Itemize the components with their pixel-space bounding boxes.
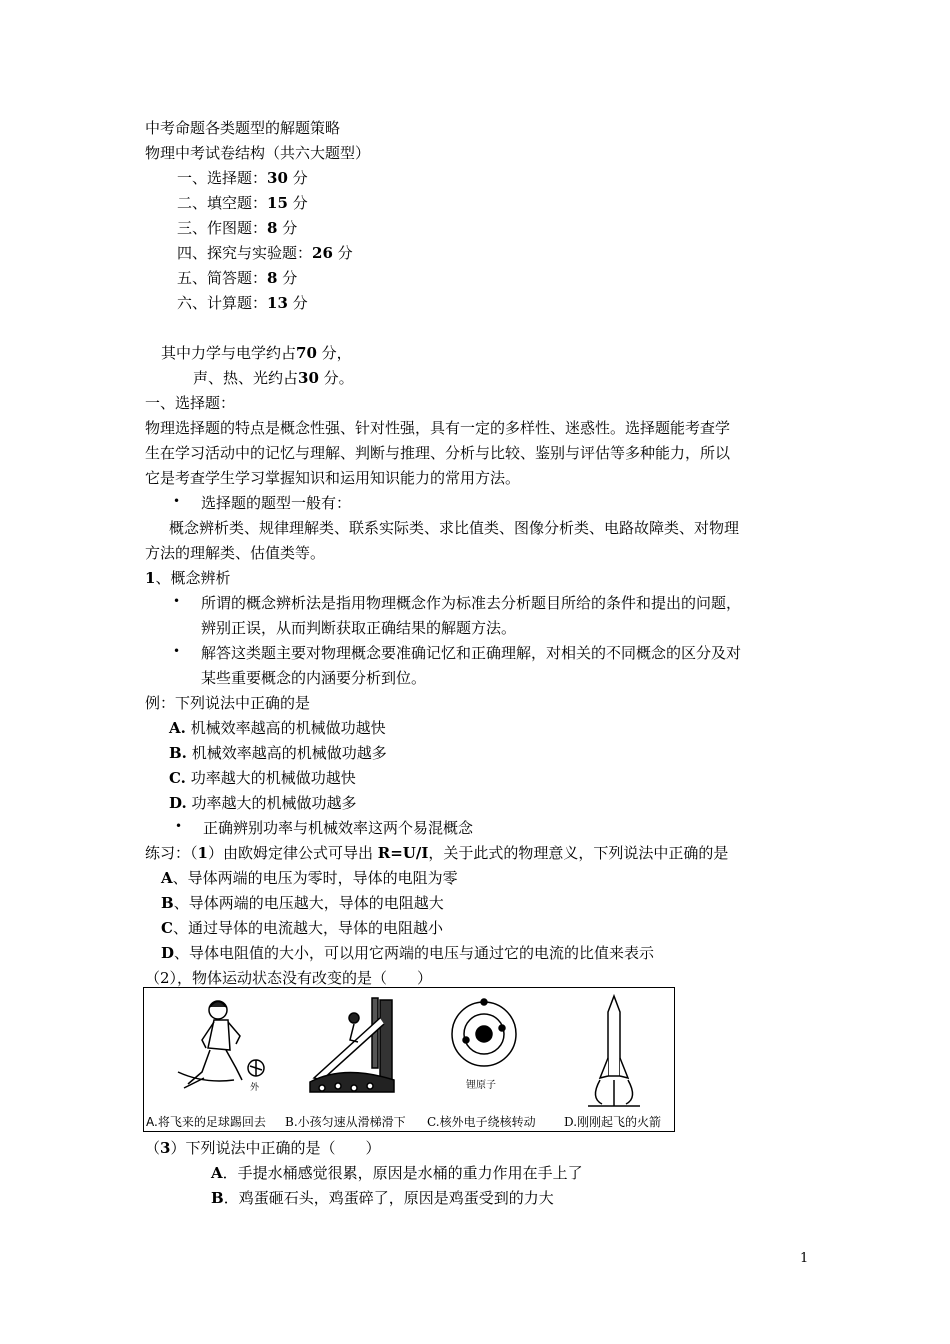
example-option: B. 机械效率越高的机械做功越多 <box>169 744 387 762</box>
practice-q2: （2），物体运动状态没有改变的是（ ） <box>145 969 433 987</box>
example-option: C. 功率越大的机械做功越快 <box>169 769 356 787</box>
figure-illustration <box>144 988 674 1131</box>
example-option: A. 机械效率越高的机械做功越快 <box>169 719 386 737</box>
page-number: 1 <box>800 1251 809 1266</box>
section-item: 三、作图题：8 分 <box>177 219 298 237</box>
types-bullet: 选择题的题型一般有： <box>201 494 352 512</box>
concept-heading: 1、概念辨析 <box>145 569 231 587</box>
caption-a: A.将飞来的足球踢回去 <box>146 1115 266 1129</box>
paragraph-line: 生在学习活动中的记忆与理解、判断与推理、分析与比较、鉴别与评估等多种能力，所以 <box>145 444 731 462</box>
boy-kicking-illustration <box>178 1001 264 1093</box>
paragraph-line: 解答这类题主要对物理概念要准确记忆和正确理解，对相关的不同概念的区分及对 <box>201 644 742 662</box>
section-item: 二、填空题：15 分 <box>177 194 308 212</box>
caption-c: C.核外电子绕核转动 <box>427 1115 536 1129</box>
section-item: 五、简答题：8 分 <box>177 269 298 287</box>
caption-d: D.刚刚起飞的火箭 <box>564 1115 662 1129</box>
practice-option: A．手提水桶感觉很累，原因是水桶的重力作用在手上了 <box>211 1164 583 1182</box>
practice-q1: 练习：（1）由欧姆定律公式可导出 R=U/I，关于此式的物理意义，下列说法中正确的是 <box>145 844 729 862</box>
slide-illustration <box>310 998 394 1092</box>
practice-option: B．鸡蛋砸石头，鸡蛋碎了，原因是鸡蛋受到的力大 <box>211 1189 554 1207</box>
bullet-icon: • <box>173 494 181 508</box>
svg-text:外: 外 <box>250 1083 260 1093</box>
practice-option: D、导体电阻值的大小，可以用它两端的电压与通过它的电流的比值来表示 <box>161 944 655 962</box>
practice-option: B、导体两端的电压越大，导体的电阻越大 <box>161 894 444 912</box>
doc-title: 中考命题各类题型的解题策略 <box>145 119 341 137</box>
paragraph-line: 辨别正误，从而判断获取正确结果的解题方法。 <box>201 619 517 637</box>
share-sound: 声、热、光约占30 分。 <box>193 369 354 387</box>
section-item: 四、探究与实验题：26 分 <box>177 244 353 262</box>
atom-illustration <box>452 999 516 1091</box>
rocket-illustration <box>588 996 640 1106</box>
section-item: 一、选择题：30 分 <box>177 169 308 187</box>
example-option: D. 功率越大的机械做功越多 <box>169 794 357 812</box>
bullet-icon: • <box>173 594 181 608</box>
paragraph-line: 概念辨析类、规律理解类、联系实际类、求比值类、图像分析类、电路故障类、对物理 <box>169 519 740 537</box>
example-stem: 例：下列说法中正确的是 <box>145 694 311 712</box>
paragraph-line: 物理选择题的特点是概念性强、针对性强，具有一定的多样性、迷惑性。选择题能考查学 <box>145 419 731 437</box>
paragraph-line: 所谓的概念辨析法是指用物理概念作为标准去分析题目所给的条件和提出的问题， <box>201 594 742 612</box>
structure-heading: 物理中考试卷结构（共六大题型） <box>145 144 371 162</box>
practice-option: A、导体两端的电压为零时，导体的电阻为零 <box>161 869 458 887</box>
share-mech: 其中力学与电学约占70 分， <box>161 344 352 362</box>
question-figure <box>143 987 675 1132</box>
atom-label: 锂原子 <box>466 1080 496 1091</box>
caption-b: B.小孩匀速从滑梯滑下 <box>285 1115 406 1129</box>
example-note: 正确辨别功率与机械效率这两个易混概念 <box>203 819 474 837</box>
paragraph-line: 方法的理解类、估值类等。 <box>145 544 326 562</box>
paragraph-line: 它是考查学生学习掌握知识和运用知识能力的常用方法。 <box>145 469 521 487</box>
practice-q3: （3）下列说法中正确的是（ ） <box>145 1139 381 1157</box>
practice-option: C、通过导体的电流越大，导体的电阻越小 <box>161 919 443 937</box>
section-item: 六、计算题：13 分 <box>177 294 308 312</box>
choice-heading: 一、选择题： <box>145 394 236 412</box>
bullet-icon: • <box>173 644 181 658</box>
bullet-icon: • <box>175 819 183 833</box>
paragraph-line: 某些重要概念的内涵要分析到位。 <box>201 669 427 687</box>
